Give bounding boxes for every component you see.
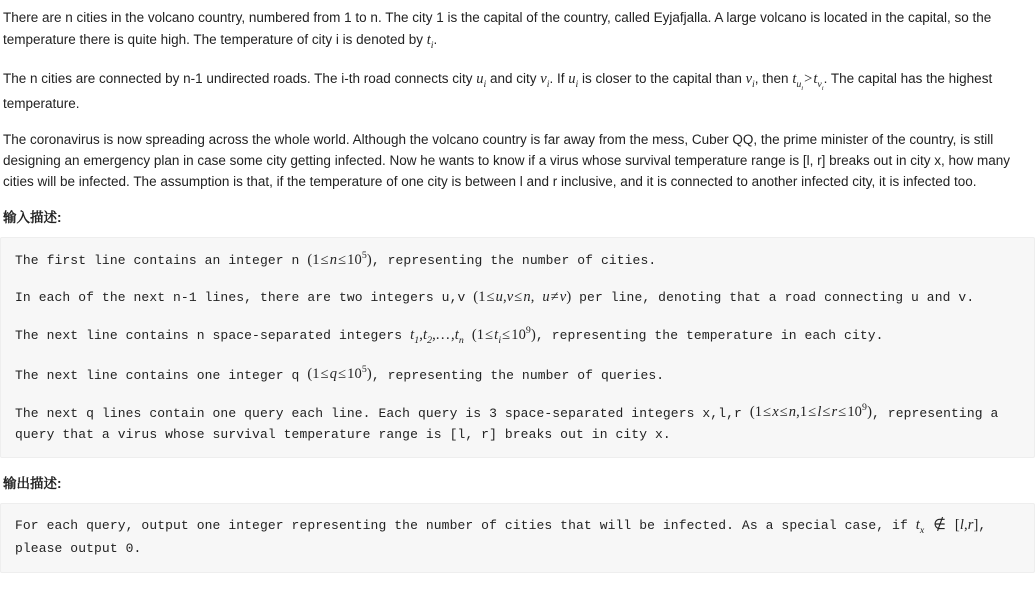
math-u-i: $u_i$ <box>476 71 487 90</box>
math-n-range: $(1\le n\le 10^5)$ <box>307 249 372 268</box>
math-xlr-range: $(1\le x\le n,1\le l\le r\le 10^9)$ <box>749 402 872 421</box>
math-t-inequality: $t_{u_i}>t_{v_i}$ <box>792 71 824 92</box>
input-line-2: In each of the next n-1 lines, there are two integers u,v (1≤u,v≤n, u≠v) per line, denoting that a road connecting u and v. <box>15 288 975 305</box>
output-line-1: For each query, output one integer representing the number of cities that will be infected. As a special case, if $t_x$ ∉ [l,r], please output 0. <box>15 517 987 557</box>
input-description-heading: 输入描述: <box>3 210 62 226</box>
output-description-heading: 输出描述: <box>3 476 62 492</box>
input-line-5: The next q lines contain one query each line. Each query is 3 space-separated integers x,l,r $(1\le x\le n,1\le l\le r\le 10^9)$, representing a query that a virus whose survival temperature range is [l, r] breaks out in city x. <box>15 402 999 442</box>
input-line-3: The next line contains n space-separated integers $t_1,t_2$,. . . $,t_n$ $(1\le t_i\le 10^9)$, representing the temperature in each city. <box>15 325 884 346</box>
input-description-box <box>0 237 1035 459</box>
statement-paragraph-1: There are n cities in the volcano country, numbered from 1 to n. The city 1 is the capital of the country, called Eyjafjalla. A large volcano is located in the capital, so the temperature there is quite high. The temperature of city i is denoted by $t_i$. <box>3 10 992 51</box>
math-uv-range: (1≤u,v≤n, u≠v) <box>473 288 572 305</box>
input-line-1: The first line contains an integer n $(1\le n\le 10^5)$, representing the number of cities. <box>15 249 657 268</box>
math-t-list: $t_1,t_2$,. . . $,t_n$ <box>410 326 464 346</box>
math-u-i-2: $u_i$ <box>568 71 579 90</box>
output-description-box <box>0 503 1035 572</box>
math-v-i: $v_i$ <box>540 71 550 90</box>
statement-paragraph-2: The n cities are connected by n-1 undirected roads. The i-th road connects city $u_i$ and city $v_i$. If $u_i$ is closer to the capital than $v_i$, then $t_{u_i}>t_{v_i}$. The capital has the highest temperature. <box>3 71 993 112</box>
math-q-range: $(1\le q\le 10^5)$ <box>307 364 372 383</box>
input-line-4: The next line contains one integer q $(1\le q\le 10^5)$, representing the number of queries. <box>15 364 665 383</box>
statement-paragraph-3: The coronavirus is now spreading across the whole world. Although the volcano country is far away from the mess, Cuber QQ, the prime minister of the country, is still designing an emergency plan in case some city getting infected. Now he wants to know if a virus whose survival temperature range is [l, r] breaks out in city x, how many cities will be infected. The assumption is that, if the temperature of one city is between l and r inclusive, and it is connected to another infected city, it is infected too. <box>3 132 1010 190</box>
math-v-i-2: $v_i$ <box>745 71 755 90</box>
math-t-range: $(1\le t_i\le 10^9)$ <box>471 325 536 346</box>
math-t-i: $t_i$ <box>426 31 434 51</box>
math-tx-not-in-range: $t_x$ ∉ [l,r] <box>915 517 979 537</box>
